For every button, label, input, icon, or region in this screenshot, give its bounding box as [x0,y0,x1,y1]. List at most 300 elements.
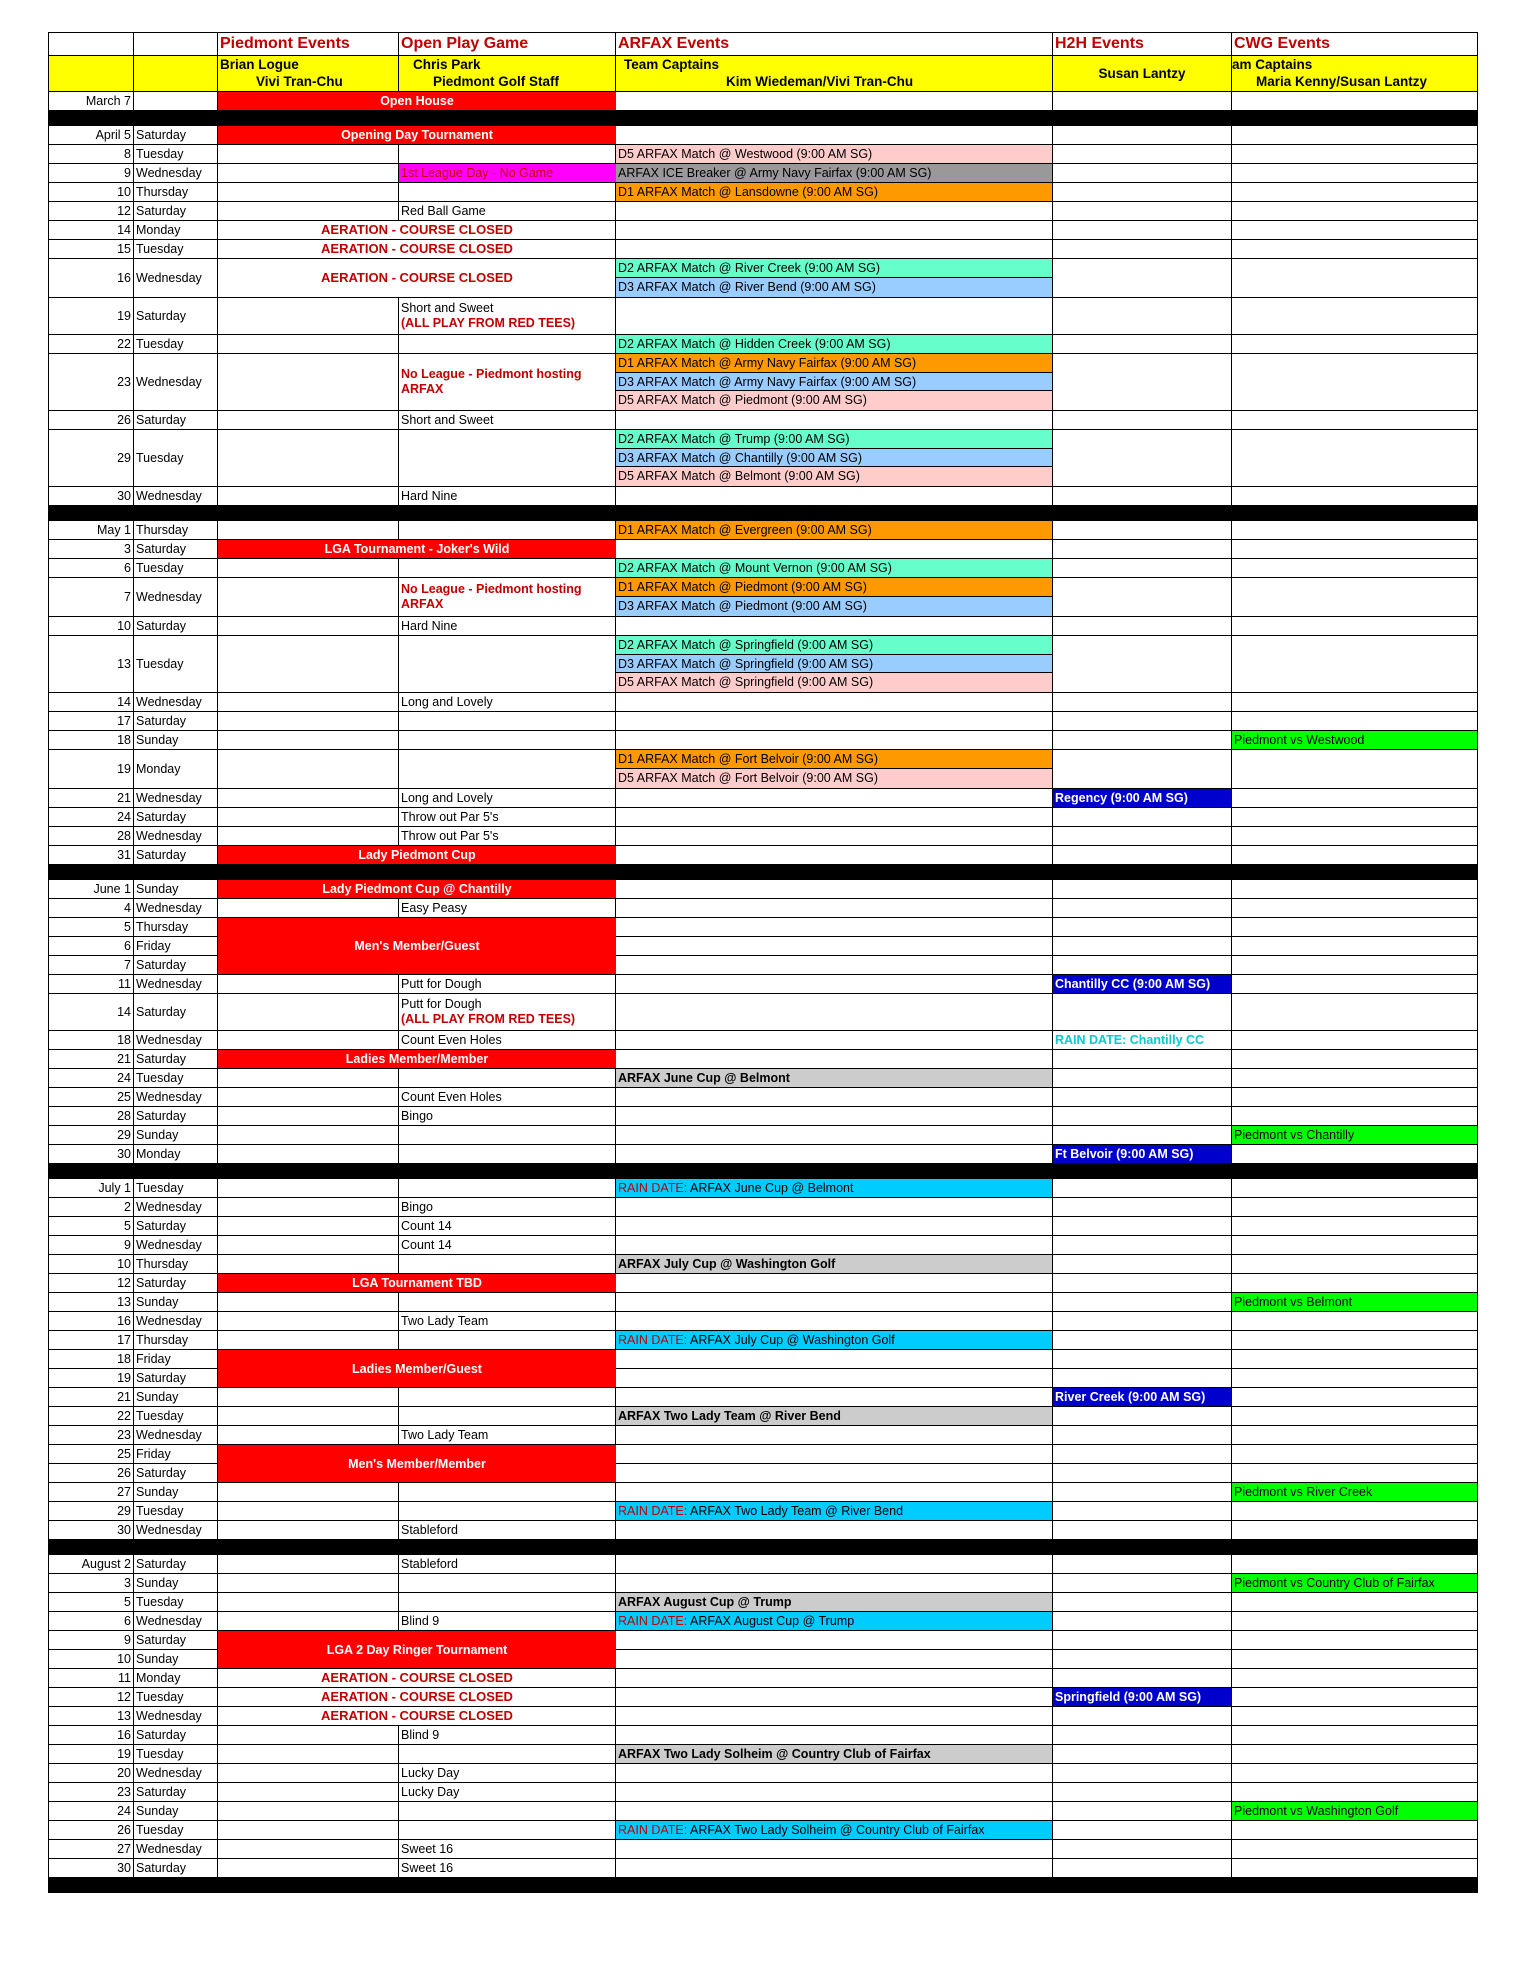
arfax-cell [616,1255,1053,1273]
h2h-cell [1053,1350,1232,1368]
cwg-cell [1232,1145,1478,1163]
h2h-cell [1053,202,1232,220]
open-play-cell [399,1179,616,1197]
date-cell: 18 [48,1350,134,1368]
weekday-cell: Tuesday [134,1745,218,1763]
schedule-row [48,354,1478,411]
weekday-cell: Tuesday [134,430,218,486]
schedule-row [48,1407,1478,1426]
schedule-row [48,1331,1478,1350]
weekday-cell: Wednesday [134,1707,218,1725]
piedmont-cell [218,617,399,635]
arfax-event: D2 ARFAX Match @ Springfield (9:00 AM SG) [616,636,1052,655]
h2h-cell [1053,750,1232,788]
piedmont-cell [218,994,399,1030]
piedmont-cell [218,430,399,486]
arfax-cell [616,1821,1053,1839]
h2h-cell [1053,1445,1232,1463]
open-play-line: No League - Piedmont hosting [401,367,582,381]
arfax-event: D1 ARFAX Match @ Fort Belvoir (9:00 AM SG) [616,750,1052,769]
h2h-cell [1053,1179,1232,1197]
arfax-cell [616,1483,1053,1501]
cwg-cell [1232,1331,1478,1349]
h2h-cell [1053,540,1232,558]
h2h-cell [1053,1145,1232,1163]
weekday-cell: Wednesday [134,1088,218,1106]
open-play-cell [399,521,616,539]
weekday-cell: Saturday [134,712,218,730]
date-cell: March 7 [48,92,134,110]
piedmont-cell [218,1426,399,1444]
arfax-event: D5 ARFAX Match @ Springfield (9:00 AM SG) [616,673,1052,692]
weekday-cell: Saturday [134,540,218,558]
date-cell: 29 [48,1126,134,1144]
cwg-cell [1232,411,1478,429]
arfax-events-title: ARFAX Events [616,33,1053,55]
h2h-cell [1053,1688,1232,1706]
arfax-cell [616,430,1053,486]
aeration-notice: AERATION - COURSE CLOSED [321,1708,513,1723]
open-play-game: Sweet 16 [401,1861,454,1875]
piedmont-event: Open House [218,92,616,111]
cwg-cell [1232,430,1478,486]
arfax-cell [616,846,1053,864]
cwg-cell [1232,789,1478,807]
cwg-cell [1232,1783,1478,1801]
cwg-cell [1232,240,1478,258]
piedmont-cell [218,712,399,730]
open-play-cell [399,1255,616,1273]
cwg-event: Piedmont vs Westwood [1232,731,1477,749]
arfax-cell [616,145,1053,163]
schedule-row [48,1217,1478,1236]
open-play-cell [399,1293,616,1311]
h2h-cell [1053,1236,1232,1254]
date-cell: 6 [48,559,134,577]
weekday-cell: Wednesday [134,1426,218,1444]
h2h-cell [1053,521,1232,539]
weekday-cell: Monday [134,750,218,788]
weekday-cell: Tuesday [134,1593,218,1611]
date-cell: 26 [48,411,134,429]
arfax-event: ARFAX August Cup @ Trump [616,1593,1052,1611]
cwg-event: Piedmont vs River Creek [1232,1483,1477,1501]
weekday-cell: Wednesday [134,789,218,807]
open-play-game: Throw out Par 5's [401,810,499,824]
cwg-cell [1232,521,1478,539]
h2h-cell [1053,1521,1232,1539]
weekday-cell: Monday [134,1145,218,1163]
weekday-cell: Wednesday [134,827,218,845]
arfax-event: RAIN DATE: ARFAX July Cup @ Washington Golf [616,1331,1052,1349]
piedmont-cell [218,1031,399,1049]
weekday-cell: Saturday [134,994,218,1030]
weekday-cell: Saturday [134,956,218,974]
date-cell: 25 [48,1445,134,1463]
arfax-cell [616,1669,1053,1687]
weekday-cell: Wednesday [134,693,218,711]
h2h-cell [1053,1840,1232,1858]
schedule-row [48,1388,1478,1407]
arfax-cell [616,731,1053,749]
cwg-cell [1232,1179,1478,1197]
date-cell: 22 [48,335,134,353]
date-cell: 30 [48,1521,134,1539]
h2h-cell [1053,617,1232,635]
cwg-cell [1232,880,1478,898]
schedule-row [48,487,1478,506]
weekday-cell: Tuesday [134,1179,218,1197]
open-play-cell [399,1821,616,1839]
piedmont-cell [218,1764,399,1782]
arfax-cell [616,1088,1053,1106]
cwg-cell [1232,1745,1478,1763]
weekday-cell: Sunday [134,1483,218,1501]
h2h-cell [1053,1369,1232,1387]
h2h-captain: Susan Lantzy [1053,56,1232,91]
schedule-row [48,1031,1478,1050]
cwg-cell [1232,750,1478,788]
month-separator [48,506,1478,521]
arfax-cell [616,1445,1053,1463]
arfax-event: D1 ARFAX Match @ Lansdowne (9:00 AM SG) [616,183,1052,201]
date-cell: 13 [48,1707,134,1725]
h2h-cell [1053,1483,1232,1501]
h2h-cell [1053,1669,1232,1687]
piedmont-cell [218,1107,399,1125]
schedule-row [48,1726,1478,1745]
arfax-cell [616,240,1053,258]
weekday-cell: Saturday [134,1107,218,1125]
open-play-cell [399,731,616,749]
weekday-cell: Thursday [134,1331,218,1349]
cwg-cell [1232,1669,1478,1687]
schedule-row [48,750,1478,789]
cwg-cell [1232,1593,1478,1611]
date-cell: 19 [48,1745,134,1763]
h2h-cell [1053,1255,1232,1273]
schedule-row [48,240,1478,259]
open-play-line: (ALL PLAY FROM RED TEES) [401,316,576,330]
date-cell: 8 [48,145,134,163]
schedule-row [48,411,1478,430]
weekday-cell: Saturday [134,1464,218,1482]
cwg-cell [1232,1293,1478,1311]
piedmont-cell [218,335,399,353]
weekday-cell: Tuesday [134,240,218,258]
piedmont-event: LGA Tournament - Joker's Wild [218,540,616,559]
piedmont-cell [218,1145,399,1163]
arfax-cell [616,1650,1053,1668]
open-play-game: Long and Lovely [401,791,493,805]
h2h-cell [1053,164,1232,182]
open-play-game: Putt for Dough [401,977,482,991]
arfax-cell [616,559,1053,577]
h2h-event: River Creek (9:00 AM SG) [1053,1388,1231,1406]
piedmont-cell [218,1388,399,1406]
weekday-cell [134,92,218,110]
piedmont-cell [218,1407,399,1425]
piedmont-captains: Brian Logue Vivi Tran-Chu [218,56,399,91]
h2h-cell [1053,1631,1232,1649]
h2h-event: RAIN DATE: Chantilly CC [1053,1031,1231,1049]
month-separator [48,1164,1478,1179]
arfax-cell [616,259,1053,297]
open-play-cell [399,1593,616,1611]
weekday-cell: Friday [134,937,218,955]
arfax-cell [616,899,1053,917]
schedule-row [48,1802,1478,1821]
arfax-cell [616,1802,1053,1820]
cwg-cell [1232,693,1478,711]
aeration-notice: AERATION - COURSE CLOSED [321,270,513,285]
schedule-row [48,899,1478,918]
open-play-line: (ALL PLAY FROM RED TEES) [401,1012,576,1026]
schedule-row [48,183,1478,202]
weekday-cell: Saturday [134,1217,218,1235]
schedule-row [48,298,1478,335]
schedule-row [48,1859,1478,1878]
h2h-cell [1053,1031,1232,1049]
h2h-cell [1053,298,1232,334]
weekday-cell: Wednesday [134,259,218,297]
date-cell: 7 [48,956,134,974]
schedule-row [48,1631,1478,1657]
schedule-row [48,1255,1478,1274]
date-cell: 17 [48,712,134,730]
h2h-event: Springfield (9:00 AM SG) [1053,1688,1231,1706]
date-cell: 21 [48,789,134,807]
weekday-cell: Tuesday [134,636,218,692]
arfax-event: D1 ARFAX Match @ Evergreen (9:00 AM SG) [616,521,1052,539]
open-play-cell [399,183,616,201]
schedule-row [48,1612,1478,1631]
date-cell: 10 [48,183,134,201]
schedule-row [48,1688,1478,1707]
schedule-row [48,126,1478,145]
arfax-cell [616,918,1053,936]
cwg-cell [1232,92,1478,110]
piedmont-events-title: Piedmont Events [218,33,399,55]
h2h-cell [1053,636,1232,692]
h2h-cell [1053,1312,1232,1330]
arfax-cell [616,1859,1053,1877]
date-cell: 6 [48,937,134,955]
schedule-row [48,1445,1478,1471]
piedmont-cell [218,202,399,220]
arfax-cell [616,617,1053,635]
date-cell: 12 [48,1274,134,1292]
schedule-row [48,335,1478,354]
piedmont-cell [218,1179,399,1197]
weekday-cell: Wednesday [134,1764,218,1782]
piedmont-cell [218,1840,399,1858]
arfax-event: RAIN DATE: ARFAX Two Lady Solheim @ Country Club of Fairfax [616,1821,1052,1839]
rain-date-label: RAIN DATE: [618,1614,691,1628]
cwg-cell [1232,1555,1478,1573]
weekday-cell: Wednesday [134,354,218,410]
piedmont-event: Men's Member/Member [218,1445,616,1483]
weekday-cell: Wednesday [134,578,218,616]
schedule-row [48,578,1478,617]
weekday-cell: Thursday [134,918,218,936]
month-separator [48,1878,1478,1893]
cwg-cell [1232,126,1478,144]
piedmont-cell [218,1293,399,1311]
arfax-cell [616,1521,1053,1539]
date-cell: 5 [48,918,134,936]
weekday-cell: Wednesday [134,164,218,182]
open-play-game [399,997,616,1027]
open-play-game: Hard Nine [401,619,458,633]
piedmont-cell [218,1859,399,1877]
aeration-notice: AERATION - COURSE CLOSED [321,1670,513,1685]
schedule-row [48,1707,1478,1726]
arfax-cell [616,183,1053,201]
cwg-cell [1232,975,1478,993]
open-play-line: ARFAX [401,597,444,611]
date-cell: 10 [48,1255,134,1273]
cwg-cell [1232,1388,1478,1406]
arfax-cell [616,827,1053,845]
schedule-row [48,1783,1478,1802]
arfax-cell [616,1198,1053,1216]
schedule-row [48,1555,1478,1574]
piedmont-cell [218,1745,399,1763]
open-play-cell [399,1331,616,1349]
cwg-cell [1232,1255,1478,1273]
h2h-cell [1053,918,1232,936]
date-cell: 5 [48,1217,134,1235]
piedmont-cell [218,1331,399,1349]
piedmont-cell [218,636,399,692]
h2h-cell [1053,899,1232,917]
schedule-row [48,1821,1478,1840]
weekday-cell: Wednesday [134,1198,218,1216]
h2h-cell [1053,92,1232,110]
open-play-game: 1st League Day - No Game [399,164,616,182]
h2h-cell [1053,937,1232,955]
cwg-cell [1232,1802,1478,1820]
h2h-cell [1053,221,1232,239]
cwg-cell [1232,712,1478,730]
date-cell: 10 [48,617,134,635]
arfax-cell [616,1574,1053,1592]
arfax-cell [616,1293,1053,1311]
arfax-event: ARFAX July Cup @ Washington Golf [616,1255,1052,1273]
arfax-cell [616,1069,1053,1087]
arfax-event: D1 ARFAX Match @ Army Navy Fairfax (9:00 AM SG) [616,354,1052,373]
cwg-cell [1232,1126,1478,1144]
weekday-cell: Saturday [134,126,218,144]
piedmont-cell [218,1521,399,1539]
arfax-cell [616,1312,1053,1330]
open-play-game: Red Ball Game [401,204,486,218]
date-cell: 13 [48,1293,134,1311]
schedule-row [48,1312,1478,1331]
open-play-game: Sweet 16 [401,1842,454,1856]
open-play-game: Count 14 [401,1219,452,1233]
schedule-row [48,164,1478,183]
arfax-cell [616,1050,1053,1068]
month-separator [48,111,1478,126]
date-cell: 25 [48,1088,134,1106]
weekday-cell: Saturday [134,808,218,826]
h2h-cell [1053,1407,1232,1425]
weekday-cell: Sunday [134,1574,218,1592]
open-play-game: Long and Lovely [401,695,493,709]
weekday-cell: Sunday [134,1802,218,1820]
h2h-cell [1053,1388,1232,1406]
schedule-row [48,202,1478,221]
weekday-cell: Saturday [134,411,218,429]
date-cell: 14 [48,221,134,239]
cwg-cell [1232,559,1478,577]
schedule-row [48,1274,1478,1293]
piedmont-cell [218,1069,399,1087]
aeration-notice: AERATION - COURSE CLOSED [321,241,513,256]
schedule-row [48,827,1478,846]
open-play-game: Two Lady Team [401,1428,489,1442]
h2h-cell [1053,183,1232,201]
cwg-cell [1232,1369,1478,1387]
arfax-cell [616,335,1053,353]
schedule-row [48,1088,1478,1107]
weekday-cell: Saturday [134,1555,218,1573]
arfax-cell [616,1726,1053,1744]
arfax-cell [616,1107,1053,1125]
h2h-cell [1053,1555,1232,1573]
piedmont-cell [218,1821,399,1839]
date-cell: 31 [48,846,134,864]
open-play-cell [399,1145,616,1163]
cwg-cell [1232,1088,1478,1106]
cwg-cell [1232,1840,1478,1858]
weekday-cell: Sunday [134,1388,218,1406]
open-play-cell [399,1745,616,1763]
weekday-cell: Wednesday [134,1312,218,1330]
cwg-cell [1232,1631,1478,1649]
cwg-cell [1232,1069,1478,1087]
cwg-cell [1232,1350,1478,1368]
date-cell: 11 [48,1669,134,1687]
cwg-event: Piedmont vs Belmont [1232,1293,1477,1311]
arfax-cell [616,1236,1053,1254]
cwg-cell [1232,1764,1478,1782]
piedmont-cell [218,1088,399,1106]
arfax-event: D3 ARFAX Match @ Army Navy Fairfax (9:00 AM SG) [616,373,1052,392]
weekday-cell: Friday [134,1350,218,1368]
cwg-cell [1232,202,1478,220]
piedmont-cell [218,578,399,616]
arfax-cell [616,1840,1053,1858]
h2h-cell [1053,559,1232,577]
weekday-cell: Thursday [134,1255,218,1273]
open-play-cell [399,712,616,730]
arfax-cell [616,354,1053,410]
open-play-title: Open Play Game [399,33,616,55]
schedule-row [48,1107,1478,1126]
h2h-cell [1053,1574,1232,1592]
arfax-cell [616,712,1053,730]
cwg-cell [1232,1483,1478,1501]
open-play-cell [399,559,616,577]
aeration-notice: AERATION - COURSE CLOSED [321,1689,513,1704]
schedule-row [48,994,1478,1031]
piedmont-cell [218,1217,399,1235]
schedule-row [48,1069,1478,1088]
date-cell: 13 [48,636,134,692]
